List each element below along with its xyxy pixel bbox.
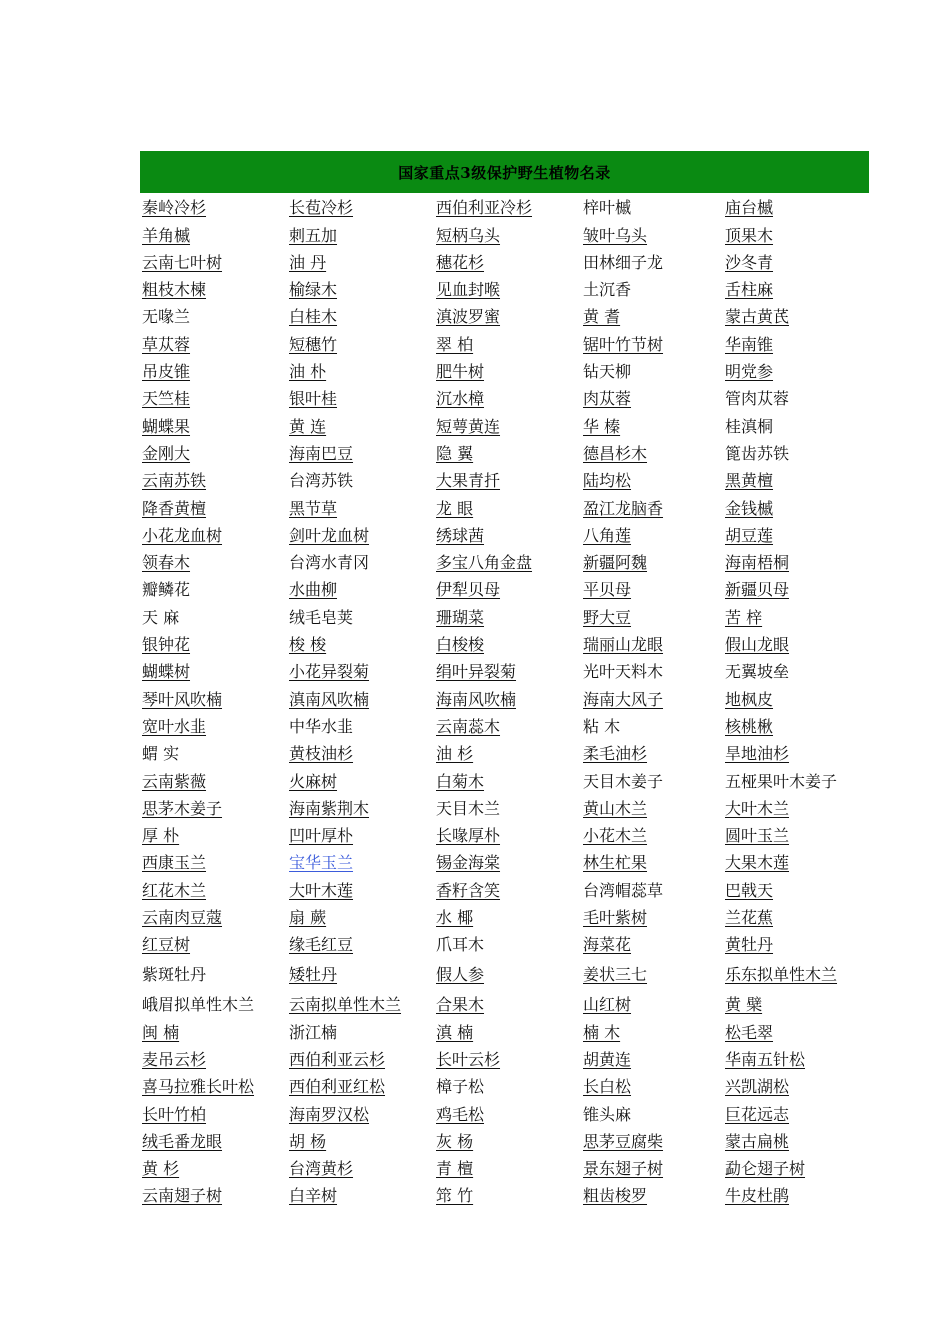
plant-name-link[interactable]: 灰 杨 xyxy=(436,1131,474,1151)
plant-name-link[interactable]: 兴凯湖松 xyxy=(725,1077,790,1097)
table-row xyxy=(140,1072,869,1099)
plant-name-link[interactable]: 西康玉兰 xyxy=(142,853,207,873)
plant-name-link[interactable]: 长苞冷杉 xyxy=(289,198,354,218)
table-row xyxy=(140,193,869,220)
plant-name-link[interactable]: 黄牡丹 xyxy=(725,935,774,955)
plant-name: 峨眉拟单性木兰 xyxy=(142,995,255,1015)
plant-name: 光叶天料木 xyxy=(583,662,664,682)
table-row xyxy=(140,987,869,1017)
plant-name: 无喙兰 xyxy=(142,307,191,327)
plant-name-link[interactable]: 姜状三七 xyxy=(583,965,648,985)
plant-name-link[interactable]: 华 榛 xyxy=(583,416,621,436)
plant-name-link[interactable]: 红豆树 xyxy=(142,935,191,955)
plant-name-link[interactable]: 黄 连 xyxy=(289,416,327,436)
plant-name-link[interactable]: 宝华玉兰 xyxy=(289,853,354,873)
plant-name-link[interactable]: 矮牡丹 xyxy=(289,965,338,985)
plant-name-link[interactable]: 黄枝油杉 xyxy=(289,744,354,764)
table-row xyxy=(140,575,869,602)
plant-name-link[interactable]: 翠 柏 xyxy=(436,334,474,354)
table-row xyxy=(140,1017,869,1044)
table-row xyxy=(140,275,869,302)
table-row xyxy=(140,930,869,957)
plant-name-link[interactable]: 西伯利亚红松 xyxy=(289,1077,386,1097)
plant-name: 管肉苁蓉 xyxy=(725,389,790,409)
plant-name: 台湾帽蕊草 xyxy=(583,880,664,900)
plant-name: 绒毛皂荚 xyxy=(289,607,354,627)
table-row xyxy=(140,411,869,438)
plant-name-link[interactable]: 大果青扦 xyxy=(436,471,501,491)
plant-name: 梓叶槭 xyxy=(583,198,632,218)
table-row xyxy=(140,903,869,930)
plant-name-link[interactable]: 缘毛红豆 xyxy=(289,935,354,955)
table-row xyxy=(140,1045,869,1072)
table-row xyxy=(140,657,869,684)
plant-name-link[interactable]: 白辛树 xyxy=(289,1186,338,1206)
plant-name-link[interactable]: 降香黄檀 xyxy=(142,498,207,518)
plant-name-link[interactable]: 西伯利亚云杉 xyxy=(289,1049,386,1069)
table-title-bar xyxy=(140,151,869,193)
plant-name-link[interactable]: 思茅豆腐柴 xyxy=(583,1131,664,1151)
plant-name-link[interactable]: 秦岭冷杉 xyxy=(142,198,207,218)
plant-name-link[interactable]: 林生杧果 xyxy=(583,853,648,873)
plant-name-link[interactable]: 黄山木兰 xyxy=(583,798,648,818)
plant-name-link[interactable]: 蒙古黄芪 xyxy=(725,307,790,327)
plant-name-link[interactable]: 宽叶水韭 xyxy=(142,716,207,736)
plant-name: 中华水韭 xyxy=(289,716,354,736)
plant-name-link[interactable]: 海菜花 xyxy=(583,935,632,955)
plant-name-link[interactable]: 白梭梭 xyxy=(436,635,485,655)
plant-name-link[interactable]: 瑞丽山龙眼 xyxy=(583,635,664,655)
plant-name-link[interactable]: 云南蕊木 xyxy=(436,716,501,736)
plant-name-link[interactable]: 天竺桂 xyxy=(142,389,191,409)
plant-name-link[interactable]: 香籽含笑 xyxy=(436,880,501,900)
table-row xyxy=(140,630,869,657)
plant-name: 锥头麻 xyxy=(583,1104,632,1124)
plant-name-link[interactable]: 蒙古扁桃 xyxy=(725,1131,790,1151)
plant-name-link[interactable]: 蝴蝶树 xyxy=(142,662,191,682)
plant-name: 田林细子龙 xyxy=(583,252,664,272)
plant-name-link[interactable]: 巨花远志 xyxy=(725,1104,790,1124)
plant-name-link[interactable]: 梭 梭 xyxy=(289,635,327,655)
plant-name-link[interactable]: 台湾黄杉 xyxy=(289,1159,354,1179)
plant-name-link[interactable]: 筇 竹 xyxy=(436,1186,474,1206)
plant-name-link[interactable]: 陆均松 xyxy=(583,471,632,491)
plant-name: 蝟 实 xyxy=(142,744,180,764)
plant-name-link[interactable]: 顶果木 xyxy=(725,225,774,245)
table-row xyxy=(140,1154,869,1181)
plant-name-link[interactable]: 青 檀 xyxy=(436,1159,474,1179)
plant-name-link[interactable]: 云南翅子树 xyxy=(142,1186,223,1206)
table-title: 国家重点3级保护野生植物名录 xyxy=(398,163,611,182)
plant-name-link[interactable]: 云南七叶树 xyxy=(142,252,223,272)
plant-name: 樟子松 xyxy=(436,1077,485,1097)
table-row xyxy=(140,739,869,766)
plant-name-link[interactable]: 大叶木兰 xyxy=(725,798,790,818)
plant-name: 紫斑牡丹 xyxy=(142,965,207,985)
plant-name-link[interactable]: 短萼黄连 xyxy=(436,416,501,436)
plant-name-link[interactable]: 粗齿梭罗 xyxy=(583,1186,648,1206)
table-row xyxy=(140,439,869,466)
plant-name-link[interactable]: 胡 杨 xyxy=(289,1131,327,1151)
plant-name-link[interactable]: 黄 檗 xyxy=(725,995,763,1015)
plant-name-link[interactable]: 见血封喉 xyxy=(436,280,501,300)
plant-name-link[interactable]: 新疆阿魏 xyxy=(583,553,648,573)
plant-name-link[interactable]: 海南巴豆 xyxy=(289,443,354,463)
plant-name-link[interactable]: 滇波罗蜜 xyxy=(436,307,501,327)
plant-name-link[interactable]: 云南拟单性木兰 xyxy=(289,995,402,1015)
plant-name: 无翼坡垒 xyxy=(725,662,790,682)
plant-name-link[interactable]: 白桂木 xyxy=(289,307,338,327)
table-row xyxy=(140,302,869,329)
table-row xyxy=(140,875,869,902)
plant-name-link[interactable]: 大果木莲 xyxy=(725,853,790,873)
plant-name-link[interactable]: 水 椰 xyxy=(436,908,474,928)
plant-name-link[interactable]: 锯叶竹节树 xyxy=(583,334,664,354)
plant-name-link[interactable]: 云南苏铁 xyxy=(142,471,207,491)
plant-name-link[interactable]: 庙台槭 xyxy=(725,198,774,218)
plant-name-link[interactable]: 明党参 xyxy=(725,362,774,382)
plant-name-link[interactable]: 金刚大 xyxy=(142,443,191,463)
plant-name-link[interactable]: 毛叶紫树 xyxy=(583,908,648,928)
plant-name-link[interactable]: 滇南风吹楠 xyxy=(289,689,370,709)
plant-name-link[interactable]: 蝴蝶果 xyxy=(142,416,191,436)
plant-name-link[interactable]: 黑黄檀 xyxy=(725,471,774,491)
plant-name-link[interactable]: 粗枝木楝 xyxy=(142,280,207,300)
plant-name-link[interactable]: 锡金海棠 xyxy=(436,853,501,873)
plant-name-link[interactable]: 海南风吹楠 xyxy=(436,689,517,709)
plant-name-link[interactable]: 油 朴 xyxy=(289,362,327,382)
plant-name-link[interactable]: 闽 楠 xyxy=(142,1022,180,1042)
plant-name-link[interactable]: 珊瑚菜 xyxy=(436,607,485,627)
plant-name-link[interactable]: 海南梧桐 xyxy=(725,553,790,573)
plant-name-link[interactable]: 沉水樟 xyxy=(436,389,485,409)
plant-name-link[interactable]: 云南肉豆蔻 xyxy=(142,908,223,928)
plant-name: 天目木兰 xyxy=(436,798,501,818)
table-row xyxy=(140,1181,869,1208)
table-row xyxy=(140,766,869,793)
plant-name-link[interactable]: 德昌杉木 xyxy=(583,443,648,463)
plant-name-link[interactable]: 长喙厚朴 xyxy=(436,826,501,846)
plant-name-link[interactable]: 肥牛树 xyxy=(436,362,485,382)
plant-name-link[interactable]: 金钱槭 xyxy=(725,498,774,518)
plant-name-link[interactable]: 短穗竹 xyxy=(289,334,338,354)
plant-name-link[interactable]: 胡黄连 xyxy=(583,1049,632,1069)
plant-name-link[interactable]: 华南五针松 xyxy=(725,1049,806,1069)
plant-list-table xyxy=(140,193,869,1208)
plant-name-link[interactable]: 伊犁贝母 xyxy=(436,580,501,600)
plant-name-link[interactable]: 沙冬青 xyxy=(725,252,774,272)
plant-name-link[interactable]: 楠 木 xyxy=(583,1022,621,1042)
plant-name-link[interactable]: 水曲柳 xyxy=(289,580,338,600)
plant-name: 土沉香 xyxy=(583,280,632,300)
plant-name-link[interactable]: 黑节草 xyxy=(289,498,338,518)
plant-name-link[interactable]: 草苁蓉 xyxy=(142,334,191,354)
plant-name: 五桠果叶木姜子 xyxy=(725,771,838,791)
plant-name-link[interactable]: 巴戟天 xyxy=(725,880,774,900)
table-row xyxy=(140,220,869,247)
plant-name: 篦齿苏铁 xyxy=(725,443,790,463)
table-row xyxy=(140,684,869,711)
plant-name-link[interactable]: 海南紫荆木 xyxy=(289,798,370,818)
plant-name-link[interactable]: 隐 翼 xyxy=(436,443,474,463)
plant-name-link[interactable]: 厚 朴 xyxy=(142,826,180,846)
table-row xyxy=(140,848,869,875)
plant-name: 爪耳木 xyxy=(436,935,485,955)
plant-name: 钻天柳 xyxy=(583,362,632,382)
plant-name-link[interactable]: 刺五加 xyxy=(289,225,338,245)
table-row xyxy=(140,602,869,629)
plant-name-link[interactable]: 小花木兰 xyxy=(583,826,648,846)
plant-name-link[interactable]: 松毛翠 xyxy=(725,1022,774,1042)
table-row xyxy=(140,1099,869,1126)
plant-name-link[interactable]: 云南紫薇 xyxy=(142,771,207,791)
plant-name-link[interactable]: 短柄乌头 xyxy=(436,225,501,245)
plant-name-link[interactable]: 鸡毛松 xyxy=(436,1104,485,1124)
plant-name-link[interactable]: 麦吊云杉 xyxy=(142,1049,207,1069)
plant-name-link[interactable]: 苦 梓 xyxy=(725,607,763,627)
plant-name-link[interactable]: 火麻树 xyxy=(289,771,338,791)
plant-name-link[interactable]: 喜马拉雅长叶松 xyxy=(142,1077,255,1097)
table-row xyxy=(140,794,869,821)
plant-name: 台湾苏铁 xyxy=(289,471,354,491)
plant-name-link[interactable]: 八角莲 xyxy=(583,525,632,545)
plant-name-link[interactable]: 小花异裂菊 xyxy=(289,662,370,682)
plant-name: 瓣鳞花 xyxy=(142,580,191,600)
plant-name-link[interactable]: 圆叶玉兰 xyxy=(725,826,790,846)
plant-name-link[interactable]: 柔毛油杉 xyxy=(583,744,648,764)
plant-name-link[interactable]: 兰花蕉 xyxy=(725,908,774,928)
plant-name-link[interactable]: 皱叶乌头 xyxy=(583,225,648,245)
plant-name-link[interactable]: 合果木 xyxy=(436,995,485,1015)
plant-name-link[interactable]: 华南锥 xyxy=(725,334,774,354)
plant-name-link[interactable]: 银叶桂 xyxy=(289,389,338,409)
plant-name-link[interactable]: 肉苁蓉 xyxy=(583,389,632,409)
plant-name: 台湾水青冈 xyxy=(289,553,370,573)
plant-name-link[interactable]: 剑叶龙血树 xyxy=(289,525,370,545)
plant-name-link[interactable]: 盈江龙脑香 xyxy=(583,498,664,518)
table-row xyxy=(140,493,869,520)
plant-name-link[interactable]: 多宝八角金盘 xyxy=(436,553,533,573)
plant-name: 浙江楠 xyxy=(289,1022,338,1042)
plant-name-link[interactable]: 假山龙眼 xyxy=(725,635,790,655)
plant-name: 天目木姜子 xyxy=(583,771,664,791)
plant-name-link[interactable]: 绒毛番龙眼 xyxy=(142,1131,223,1151)
plant-name-link[interactable]: 黄 杉 xyxy=(142,1159,180,1179)
plant-name: 天 麻 xyxy=(142,607,180,627)
plant-name-link[interactable]: 西伯利亚冷杉 xyxy=(436,198,533,218)
plant-name-link[interactable]: 牛皮杜鹃 xyxy=(725,1186,790,1206)
plant-name-link[interactable]: 龙 眼 xyxy=(436,498,474,518)
plant-name-link[interactable]: 舌柱麻 xyxy=(725,280,774,300)
plant-name-link[interactable]: 扇 蕨 xyxy=(289,908,327,928)
table-row xyxy=(140,329,869,356)
plant-name: 粘 木 xyxy=(583,716,621,736)
plant-name-link[interactable]: 凹叶厚朴 xyxy=(289,826,354,846)
plant-name-link[interactable]: 油 丹 xyxy=(289,252,327,272)
plant-name-link[interactable]: 吊皮锥 xyxy=(142,362,191,382)
plant-name-link[interactable]: 长白松 xyxy=(583,1077,632,1097)
plant-name-link[interactable]: 景东翅子树 xyxy=(583,1159,664,1179)
table-row xyxy=(140,521,869,548)
table-row xyxy=(140,1127,869,1154)
table-row xyxy=(140,957,869,987)
plant-name-link[interactable]: 核桃楸 xyxy=(725,716,774,736)
plant-name-link[interactable]: 长叶竹柏 xyxy=(142,1104,207,1124)
plant-name-link[interactable]: 黄 耆 xyxy=(583,307,621,327)
table-row xyxy=(140,712,869,739)
plant-name-link[interactable]: 海南大风子 xyxy=(583,689,664,709)
plant-name-link[interactable]: 银钟花 xyxy=(142,635,191,655)
plant-name-link[interactable]: 榆绿木 xyxy=(289,280,338,300)
plant-name-link[interactable]: 乐东拟单性木兰 xyxy=(725,965,838,985)
plant-name-link[interactable]: 平贝母 xyxy=(583,580,632,600)
plant-name: 桂滇桐 xyxy=(725,416,774,436)
plant-name-link[interactable]: 胡豆莲 xyxy=(725,525,774,545)
plant-name-link[interactable]: 新疆贝母 xyxy=(725,580,790,600)
table-row xyxy=(140,548,869,575)
plant-name-link[interactable]: 假人参 xyxy=(436,965,485,985)
plant-name-link[interactable]: 琴叶风吹楠 xyxy=(142,689,223,709)
plant-name-link[interactable]: 长叶云杉 xyxy=(436,1049,501,1069)
plant-name-link[interactable]: 山红树 xyxy=(583,995,632,1015)
plant-name-link[interactable]: 油 杉 xyxy=(436,744,474,764)
table-row xyxy=(140,248,869,275)
plant-name-link[interactable]: 白菊木 xyxy=(436,771,485,791)
plant-name-link[interactable]: 绢叶异裂菊 xyxy=(436,662,517,682)
plant-name-link[interactable]: 野大豆 xyxy=(583,607,632,627)
plant-name-link[interactable]: 羊角槭 xyxy=(142,225,191,245)
plant-name-link[interactable]: 红花木兰 xyxy=(142,880,207,900)
plant-name-link[interactable]: 地枫皮 xyxy=(725,689,774,709)
table-row xyxy=(140,384,869,411)
plant-name-link[interactable]: 海南罗汉松 xyxy=(289,1104,370,1124)
table-row xyxy=(140,466,869,493)
table-row xyxy=(140,357,869,384)
plant-name-link[interactable]: 勐仑翅子树 xyxy=(725,1159,806,1179)
plant-name-link[interactable]: 穗花杉 xyxy=(436,252,485,272)
plant-name-link[interactable]: 大叶木莲 xyxy=(289,880,354,900)
plant-name-link[interactable]: 绣球茜 xyxy=(436,525,485,545)
plant-name-link[interactable]: 滇 楠 xyxy=(436,1022,474,1042)
plant-name-link[interactable]: 领春木 xyxy=(142,553,191,573)
plant-name-link[interactable]: 旱地油杉 xyxy=(725,744,790,764)
plant-name-link[interactable]: 小花龙血树 xyxy=(142,525,223,545)
plant-name-link[interactable]: 思茅木姜子 xyxy=(142,798,223,818)
table-row xyxy=(140,821,869,848)
